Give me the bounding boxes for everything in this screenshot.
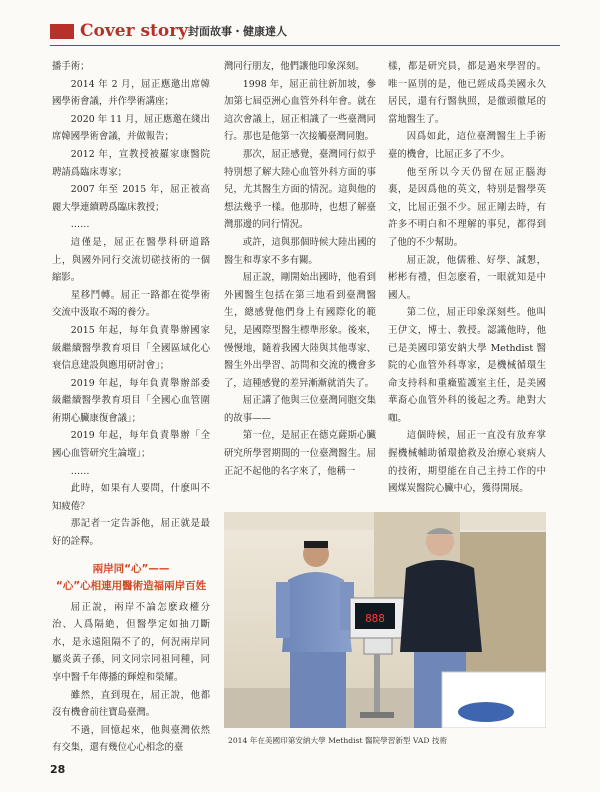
- paragraph: 這個時候，屈正一直没有放弃掌握機械輔助循環搶救及治療心衰病人的技術，期望能在自己主持工作的中國煤炭醫院心臟中心，獲得開展。: [388, 430, 546, 495]
- paragraph: ……: [70, 219, 90, 231]
- page-number: 28: [50, 763, 66, 776]
- paragraph: 那記者一定告訴他，屈正就是最好的詮釋。: [52, 518, 210, 548]
- header-accent-bar: [50, 24, 74, 39]
- paragraph: 因爲如此，這位臺灣醫生上手術臺的機會，比屈正多了不少。: [388, 131, 546, 160]
- paragraph: 雖然，直到現在，屈正說，他都沒有機會前往寶島臺灣。: [52, 689, 210, 719]
- paragraph: 2012 年，宣教授被羅家康醫院聘請爲臨床專家；: [52, 148, 210, 178]
- paragraph: 這僅是，屈正在醫學科研道路上，與國外同行交流切磋技術的一個縮影。: [52, 236, 210, 284]
- paragraph: 屈正說，他儒雅、好學、誠懇，彬彬有禮，但怎麽看，一眼就知是中國人。: [388, 254, 546, 301]
- section-heading-line-2: “心”心相連用醫術造福兩岸百姓: [55, 579, 207, 592]
- blue-device: [458, 702, 514, 722]
- paragraph: 2014 年 2 月，屈正應邀出席韓國學術會議，并作學術講座；: [52, 78, 210, 108]
- paragraph: 那次，屈正感覺，臺灣同行似乎特別想了解大陸心血管外科方面的事兒，尤其醫生方面的情況。這與他的想法幾乎一樣。他那時，也想了解臺灣那邊的同行情況。: [224, 148, 376, 231]
- section-heading: [52, 561, 210, 595]
- text-column-1: [52, 58, 210, 757]
- page-header: [50, 20, 560, 42]
- paragraph: 此時，如果有人要問，什麽叫不知疲倦？: [52, 483, 210, 512]
- header-rule: [50, 45, 560, 46]
- paragraph: 第一位，是屈正在德克薩斯心臟研究所學習期間的一位臺灣醫生。屈正記不起他的名字來了，他稱一: [224, 430, 376, 477]
- section-subtitle: 封面故事・健康達人: [188, 25, 287, 38]
- paragraph: 2015 年起，每年負責舉辦國家級繼續醫學教育項目「全國區域化心衰信息建設與應用研討會」；: [52, 324, 210, 372]
- paragraph: 2007 年至 2015 年，屈正被高麗大學連續聘爲臨床教授；: [52, 184, 210, 213]
- paragraph: 2019 年起，每年負責舉辦「全國心血管研究生論壇」；: [52, 430, 210, 460]
- photo-illustration: [224, 512, 546, 728]
- paragraph: 不過，回憶起來，他與臺灣依然有交集，還有幾位心心相念的臺: [52, 724, 210, 754]
- paragraph: 灣同行朋友，他們讓他印象深刻。: [224, 61, 365, 72]
- paragraph: 屈正講了他與三位臺灣同胞交集的故事——: [224, 395, 376, 424]
- section-heading-line-1: 兩岸同“心”——: [92, 562, 170, 575]
- paragraph: 第二位，屈正印象深刻些。他叫王伊文，博士、教授。認識他時，他已是美國印第安納大學 Methdist 醫院的心血管外科專家，是機械循環生命支持科和重癥監護室主任，是美國華裔心血管外科的後起之秀。絶對大咖。: [388, 307, 546, 424]
- paragraph: 星移鬥轉。屈正一路都在從學術交流中汲取不竭的養分。: [52, 289, 210, 319]
- paragraph: 2019 年起，每年負責舉辦部委級繼續醫學教育項目「全國心血管圍術期心臟康復會議」；: [52, 377, 210, 424]
- text-column-3: [388, 58, 546, 498]
- paragraph: 屈正說，剛開始出國時，他看到外國醫生包括在第三地看到臺灣醫生，總感覺他們身上有國際化的範兒，是國際型醫生標準形象。後來，慢慢地，隨着我國大陸與其他專家、醫生外出學習、訪問和交流的機會多了，這種感覺的差异漸漸就消失了。: [224, 272, 376, 389]
- paragraph: 或許，這與那個時候大陸出國的醫生和專家不多有關。: [224, 236, 376, 266]
- section-title: Cover story: [80, 21, 189, 41]
- paragraph: 他至所以今天仍留在屈正腦海裏，是因爲他的英文，特别是醫學英文，比屈正强不少。屈正剛去時，有許多不明白和不理解的事兒，都得到了他的不少幫助。: [388, 166, 546, 248]
- paragraph: 2020 年 11 月，屈正應邀在綫出席韓國學術會議，并做報告；: [52, 113, 210, 143]
- paragraph: ……: [70, 465, 90, 477]
- monitor-readout: 888: [365, 612, 385, 625]
- text-column-2: [224, 58, 376, 480]
- article-photo: [224, 512, 546, 728]
- paragraph: 樣，都是研究員，都是過來學習的。唯一區別的是，他已經成爲美國永久居民，還有行醫執照，是徹頭徹尾的當地醫生了。: [388, 61, 546, 125]
- photo-caption: 2014 年在美國印第安納大學 Methdist 醫院學習新型 VAD 技術: [228, 736, 448, 745]
- paragraph: 屈正說，兩岸不論怎麽政權分治、人爲隔絶，但醫學定如抽刀斷水，是永遠阻隔不了的，何況兩岸同屬炎黃子孫，同文同宗同祖同種，同享中醫千年傳播的輝煌和榮耀。: [52, 601, 210, 683]
- paragraph: 1998 年，屈正前往新加坡，參加第七屆亞洲心血管外科年會。就在這次會議上，屈正相識了一些臺灣同行。那也是他第一次接觸臺灣同胞。: [224, 78, 376, 143]
- paragraph: 播手術；: [52, 61, 90, 72]
